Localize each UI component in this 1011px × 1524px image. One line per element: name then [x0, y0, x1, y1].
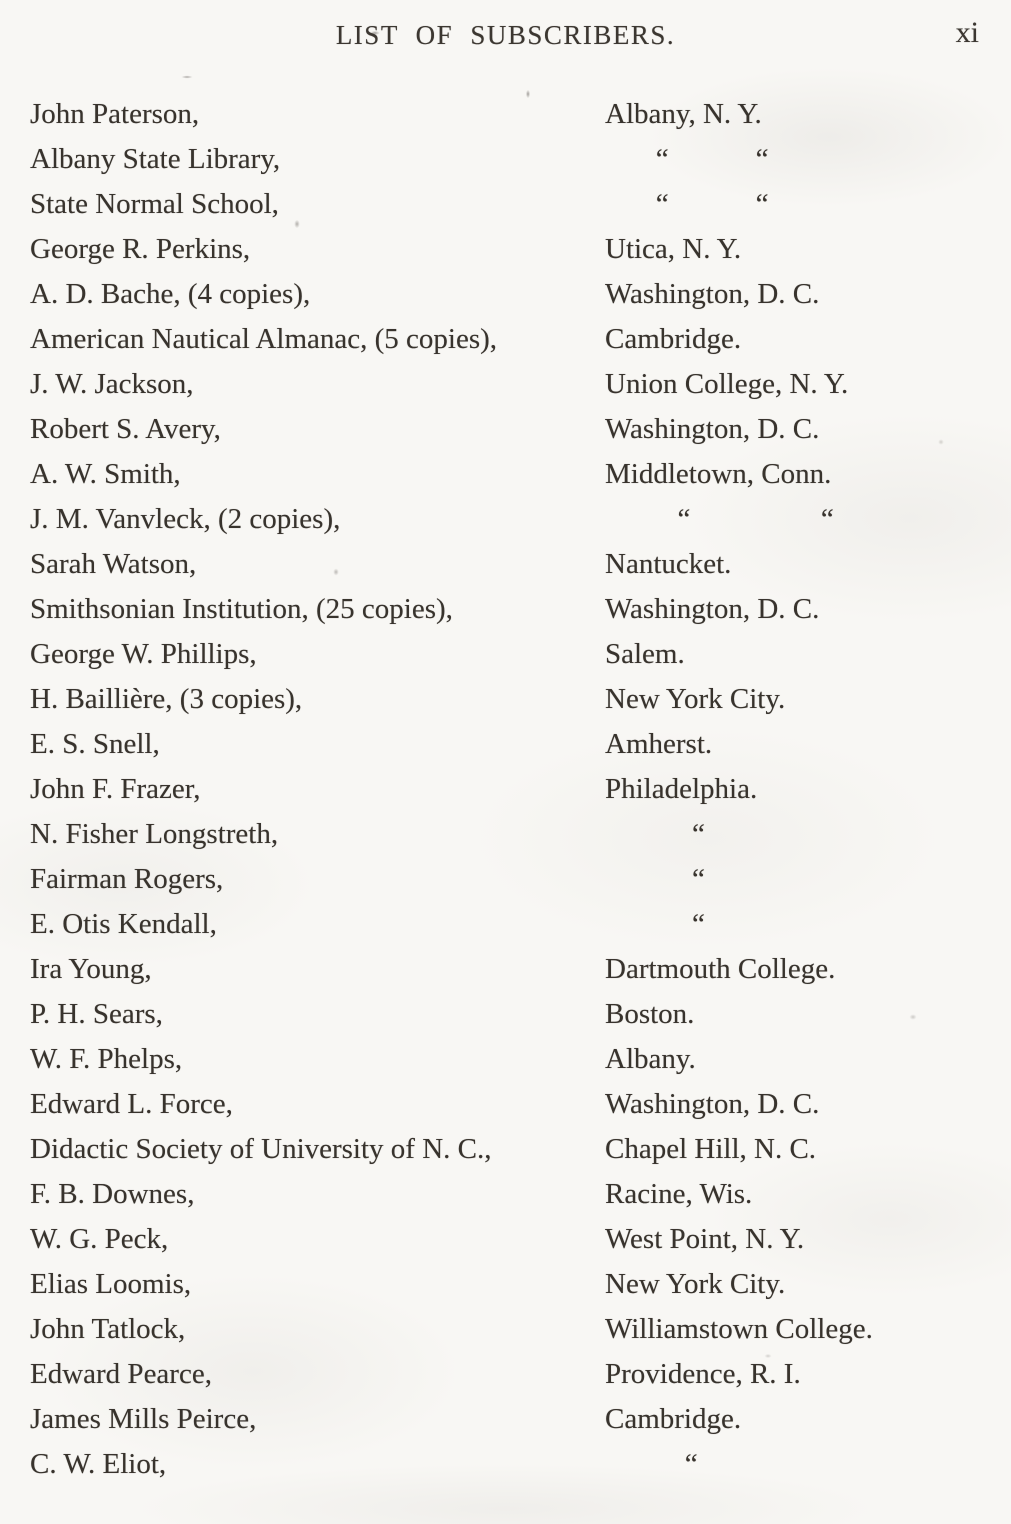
subscriber-row	[30, 182, 985, 227]
subscriber-residence-ditto: “ “	[605, 503, 834, 535]
subscriber-residence: Washington, D. C.	[605, 278, 820, 310]
page-title: LIST OF SUBSCRIBERS.	[335, 20, 676, 50]
subscriber-name: J. M. Vanvleck, (2 copies),	[30, 503, 341, 535]
subscriber-name: P. H. Sears,	[30, 998, 163, 1030]
subscriber-residence-ditto: “	[605, 908, 705, 940]
subscriber-name: A. W. Smith,	[30, 458, 181, 490]
subscriber-row	[30, 227, 985, 272]
subscriber-residence: Albany, N. Y.	[605, 98, 762, 130]
subscriber-row	[30, 1037, 985, 1082]
subscriber-row	[30, 137, 985, 182]
subscriber-residence: Dartmouth College.	[605, 953, 836, 985]
subscriber-residence: Boston.	[605, 998, 695, 1030]
subscriber-residence: Union College, N. Y.	[605, 368, 849, 400]
subscriber-name: Edward Pearce,	[30, 1358, 212, 1390]
subscriber-name: Didactic Society of University of N. C.,	[30, 1133, 492, 1165]
subscriber-name: Ira Young,	[30, 953, 152, 985]
subscriber-row	[30, 407, 985, 452]
subscriber-name: John Tatlock,	[30, 1313, 186, 1345]
subscriber-residence: Williamstown College.	[605, 1313, 873, 1345]
subscriber-residence: Providence, R. I.	[605, 1358, 801, 1390]
subscriber-row	[30, 1217, 985, 1262]
subscriber-row	[30, 722, 985, 767]
subscriber-name: A. D. Bache, (4 copies),	[30, 278, 311, 310]
subscriber-row	[30, 542, 985, 587]
subscriber-name: E. S. Snell,	[30, 728, 160, 760]
subscriber-row	[30, 902, 985, 947]
subscriber-name: John F. Frazer,	[30, 773, 201, 805]
subscriber-residence: Amherst.	[605, 728, 713, 760]
subscriber-name: W. F. Phelps,	[30, 1043, 183, 1075]
subscriber-residence: Salem.	[605, 638, 685, 670]
subscriber-row	[30, 317, 985, 362]
subscriber-row	[30, 1262, 985, 1307]
subscriber-residence-ditto: “	[605, 818, 705, 850]
subscriber-name: American Nautical Almanac, (5 copies),	[30, 323, 498, 355]
subscriber-name: W. G. Peck,	[30, 1223, 169, 1255]
subscriber-residence-ditto: “	[605, 863, 705, 895]
subscriber-residence: Cambridge.	[605, 323, 742, 355]
subscriber-residence: Washington, D. C.	[605, 413, 820, 445]
subscriber-row	[30, 587, 985, 632]
subscriber-name: Robert S. Avery,	[30, 413, 221, 445]
subscriber-residence: New York City.	[605, 683, 786, 715]
subscriber-name: George W. Phillips,	[30, 638, 257, 670]
subscriber-row	[30, 1127, 985, 1172]
subscriber-residence-ditto: “	[605, 1448, 698, 1480]
subscriber-residence: Utica, N. Y.	[605, 233, 742, 265]
subscriber-residence: Albany.	[605, 1043, 696, 1075]
subscriber-row	[30, 452, 985, 497]
subscriber-residence: Washington, D. C.	[605, 593, 820, 625]
subscriber-name: Albany State Library,	[30, 143, 281, 175]
subscriber-name: Fairman Rogers,	[30, 863, 224, 895]
subscriber-name: George R. Perkins,	[30, 233, 251, 265]
subscriber-row	[30, 272, 985, 317]
subscriber-residence: Racine, Wis.	[605, 1178, 753, 1210]
subscriber-name: H. Baillière, (3 copies),	[30, 683, 303, 715]
subscriber-name: James Mills Peirce,	[30, 1403, 257, 1435]
page-number: xi	[955, 16, 979, 49]
subscriber-name: N. Fisher Longstreth,	[30, 818, 279, 850]
subscriber-residence: New York City.	[605, 1268, 786, 1300]
subscriber-residence: Cambridge.	[605, 1403, 742, 1435]
subscriber-residence: Middletown, Conn.	[605, 458, 832, 490]
subscriber-row	[30, 1397, 985, 1442]
subscriber-name: C. W. Eliot,	[30, 1448, 167, 1480]
subscriber-name: F. B. Downes,	[30, 1178, 195, 1210]
subscriber-row	[30, 947, 985, 992]
subscriber-row	[30, 1352, 985, 1397]
subscriber-name: John Paterson,	[30, 98, 200, 130]
subscriber-row	[30, 92, 985, 137]
subscriber-residence: Washington, D. C.	[605, 1088, 820, 1120]
subscriber-residence-ditto: “ “	[605, 143, 769, 175]
subscriber-row	[30, 362, 985, 407]
subscriber-residence: Nantucket.	[605, 548, 732, 580]
subscriber-residence-ditto: “ “	[605, 188, 769, 220]
subscriber-row	[30, 632, 985, 677]
subscriber-residence: West Point, N. Y.	[605, 1223, 805, 1255]
subscriber-list	[30, 92, 985, 1487]
subscriber-row	[30, 992, 985, 1037]
subscriber-name: J. W. Jackson,	[30, 368, 194, 400]
subscriber-row	[30, 497, 985, 542]
subscriber-name: Sarah Watson,	[30, 548, 197, 580]
subscriber-row	[30, 1172, 985, 1217]
subscriber-name: Elias Loomis,	[30, 1268, 192, 1300]
subscriber-residence: Chapel Hill, N. C.	[605, 1133, 817, 1165]
subscriber-name: Edward L. Force,	[30, 1088, 233, 1120]
subscriber-row	[30, 1082, 985, 1127]
subscriber-row	[30, 857, 985, 902]
subscriber-name: Smithsonian Institution, (25 copies),	[30, 593, 453, 625]
subscriber-row	[30, 812, 985, 857]
subscriber-row	[30, 1307, 985, 1352]
subscriber-row	[30, 1442, 985, 1487]
subscriber-name: State Normal School,	[30, 188, 279, 220]
subscriber-row	[30, 677, 985, 722]
subscriber-row	[30, 767, 985, 812]
subscriber-name: E. Otis Kendall,	[30, 908, 217, 940]
subscriber-residence: Philadelphia.	[605, 773, 758, 805]
